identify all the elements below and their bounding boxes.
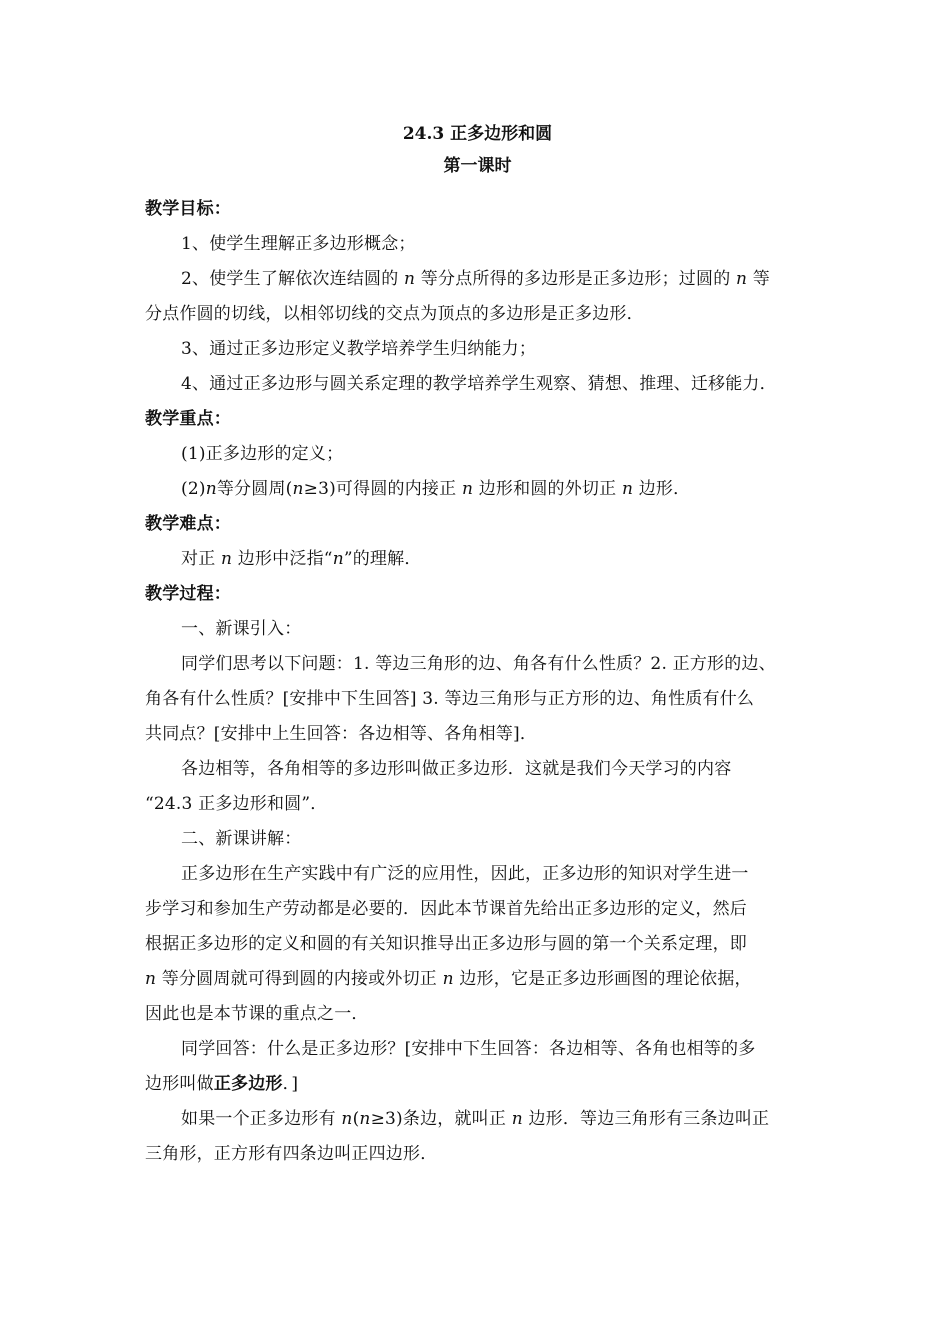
variable-n: n <box>145 969 157 989</box>
process-heading: 教学过程： <box>145 584 231 604</box>
intro-paragraph-1-line-3: 共同点？[安排中上生回答：各边相等、各角相等]． <box>145 724 538 744</box>
variable-n: n <box>221 549 233 569</box>
lecture-paragraph-1-line-2: 步学习和参加生产劳动都是必要的．因此本节课首先给出正多边形的定义，然后 <box>145 899 747 919</box>
goal-2-continued: 分点作圆的切线，以相邻切线的交点为顶点的多边形是正多边形． <box>145 304 644 324</box>
variable-n: n <box>292 479 304 499</box>
variable-n: n <box>442 969 454 989</box>
lec-2-2-text-b: ．] <box>282 1074 299 1094</box>
variable-n: n <box>205 479 217 499</box>
goal-3: 3、通过正多边形定义教学培养学生归纳能力； <box>181 339 537 359</box>
goal-2-text-a: 2、使学生了解依次连结圆的 <box>181 269 399 289</box>
lec-3-1-text-c: ≥3)条边，就叫正 <box>370 1109 507 1129</box>
goal-1: 1、使学生理解正多边形概念； <box>181 234 416 254</box>
lecture-paragraph-1-line-5: 因此也是本节课的重点之一． <box>145 1004 369 1024</box>
difficulty-heading: 教学难点： <box>145 514 231 534</box>
lesson-subtitle: 第一课时 <box>443 156 512 176</box>
intro-paragraph-2-line-1: 各边相等，各角相等的多边形叫做正多边形．这就是我们今天学习的内容 <box>181 759 732 779</box>
variable-n: n <box>461 479 474 499</box>
lec-1-4-text-a: 等分圆周就可得到圆的内接或外切正 <box>161 969 437 989</box>
term-regular-polygon: 正多边形 <box>213 1074 283 1094</box>
key-point-2 <box>145 472 810 507</box>
intro-paragraph-1-line-1: 同学们思考以下问题：1. 等边三角形的边、角各有什么性质？2. 正方形的边、 <box>181 654 776 674</box>
variable-n: n <box>404 269 416 289</box>
key-2-text-d: 边形和圆的外切正 <box>478 479 617 499</box>
diff-text-c: ”的理解． <box>343 549 422 569</box>
lecture-paragraph-1-line-4 <box>145 962 810 997</box>
difficulty-1 <box>145 542 810 577</box>
key-2-text-a: (2) <box>181 479 206 499</box>
lecture-heading: 二、新课讲解： <box>181 829 302 849</box>
key-point-1: (1)正多边形的定义； <box>181 444 344 464</box>
intro-paragraph-2-line-2: “24.3 正多边形和圆”． <box>145 794 328 814</box>
lecture-paragraph-1-line-1: 正多边形在生产实践中有广泛的应用性，因此，正多边形的知识对学生进一 <box>181 864 749 884</box>
goal-2-text-b: 等分点所得的多边形是正多边形；过圆的 <box>420 269 731 289</box>
lec-2-2-text-a: 边形叫做 <box>145 1074 214 1094</box>
goals-heading: 教学目标： <box>145 199 231 219</box>
lecture-paragraph-2-line-1: 同学回答：什么是正多边形？[安排中下生回答：各边相等、各角也相等的多 <box>181 1039 756 1059</box>
variable-n: n <box>621 479 634 499</box>
lec-3-1-text-a: 如果一个正多边形有 <box>181 1109 336 1129</box>
diff-text-a: 对正 <box>181 549 216 569</box>
lec-1-4-text-b: 边形，它是正多边形画图的理论依据， <box>459 969 752 989</box>
variable-n: n <box>332 549 344 569</box>
lecture-paragraph-1-line-3: 根据正多边形的定义和圆的有关知识推导出正多边形与圆的第一个关系定理，即 <box>145 934 747 954</box>
lecture-paragraph-2-line-2 <box>145 1067 810 1102</box>
variable-n: n <box>511 1109 523 1129</box>
variable-n: n <box>736 269 748 289</box>
key-2-text-c: ≥3)可得圆的内接正 <box>303 479 457 499</box>
key-2-text-e: 边形． <box>638 479 691 499</box>
intro-paragraph-1-line-2: 角各有什么性质？[安排中下生回答] 3. 等边三角形与正方形的边、角性质有什么 <box>145 689 755 709</box>
lec-3-1-text-d: 边形．等边三角形有三条边叫正 <box>528 1109 770 1129</box>
variable-n: n <box>359 1109 371 1129</box>
key-points-heading: 教学重点： <box>145 409 231 429</box>
document-page <box>145 122 810 1172</box>
intro-heading: 一、新课引入： <box>181 619 302 639</box>
lecture-paragraph-3-line-2: 三角形，正方形有四条边叫正四边形． <box>145 1144 438 1164</box>
variable-n: n <box>341 1109 353 1129</box>
lec-3-1-text-b: ( <box>352 1109 360 1129</box>
goal-4: 4、通过正多边形与圆关系定理的教学培养学生观察、猜想、推理、迁移能力． <box>181 374 777 394</box>
diff-text-b: 边形中泛指“ <box>237 549 333 569</box>
key-2-text-b: 等分圆周( <box>216 479 293 499</box>
lecture-paragraph-3-line-1 <box>145 1102 810 1137</box>
goal-2 <box>145 262 810 297</box>
goal-2-text-c: 等 <box>752 269 770 289</box>
page-title: 24.3 正多边形和圆 <box>402 124 553 144</box>
